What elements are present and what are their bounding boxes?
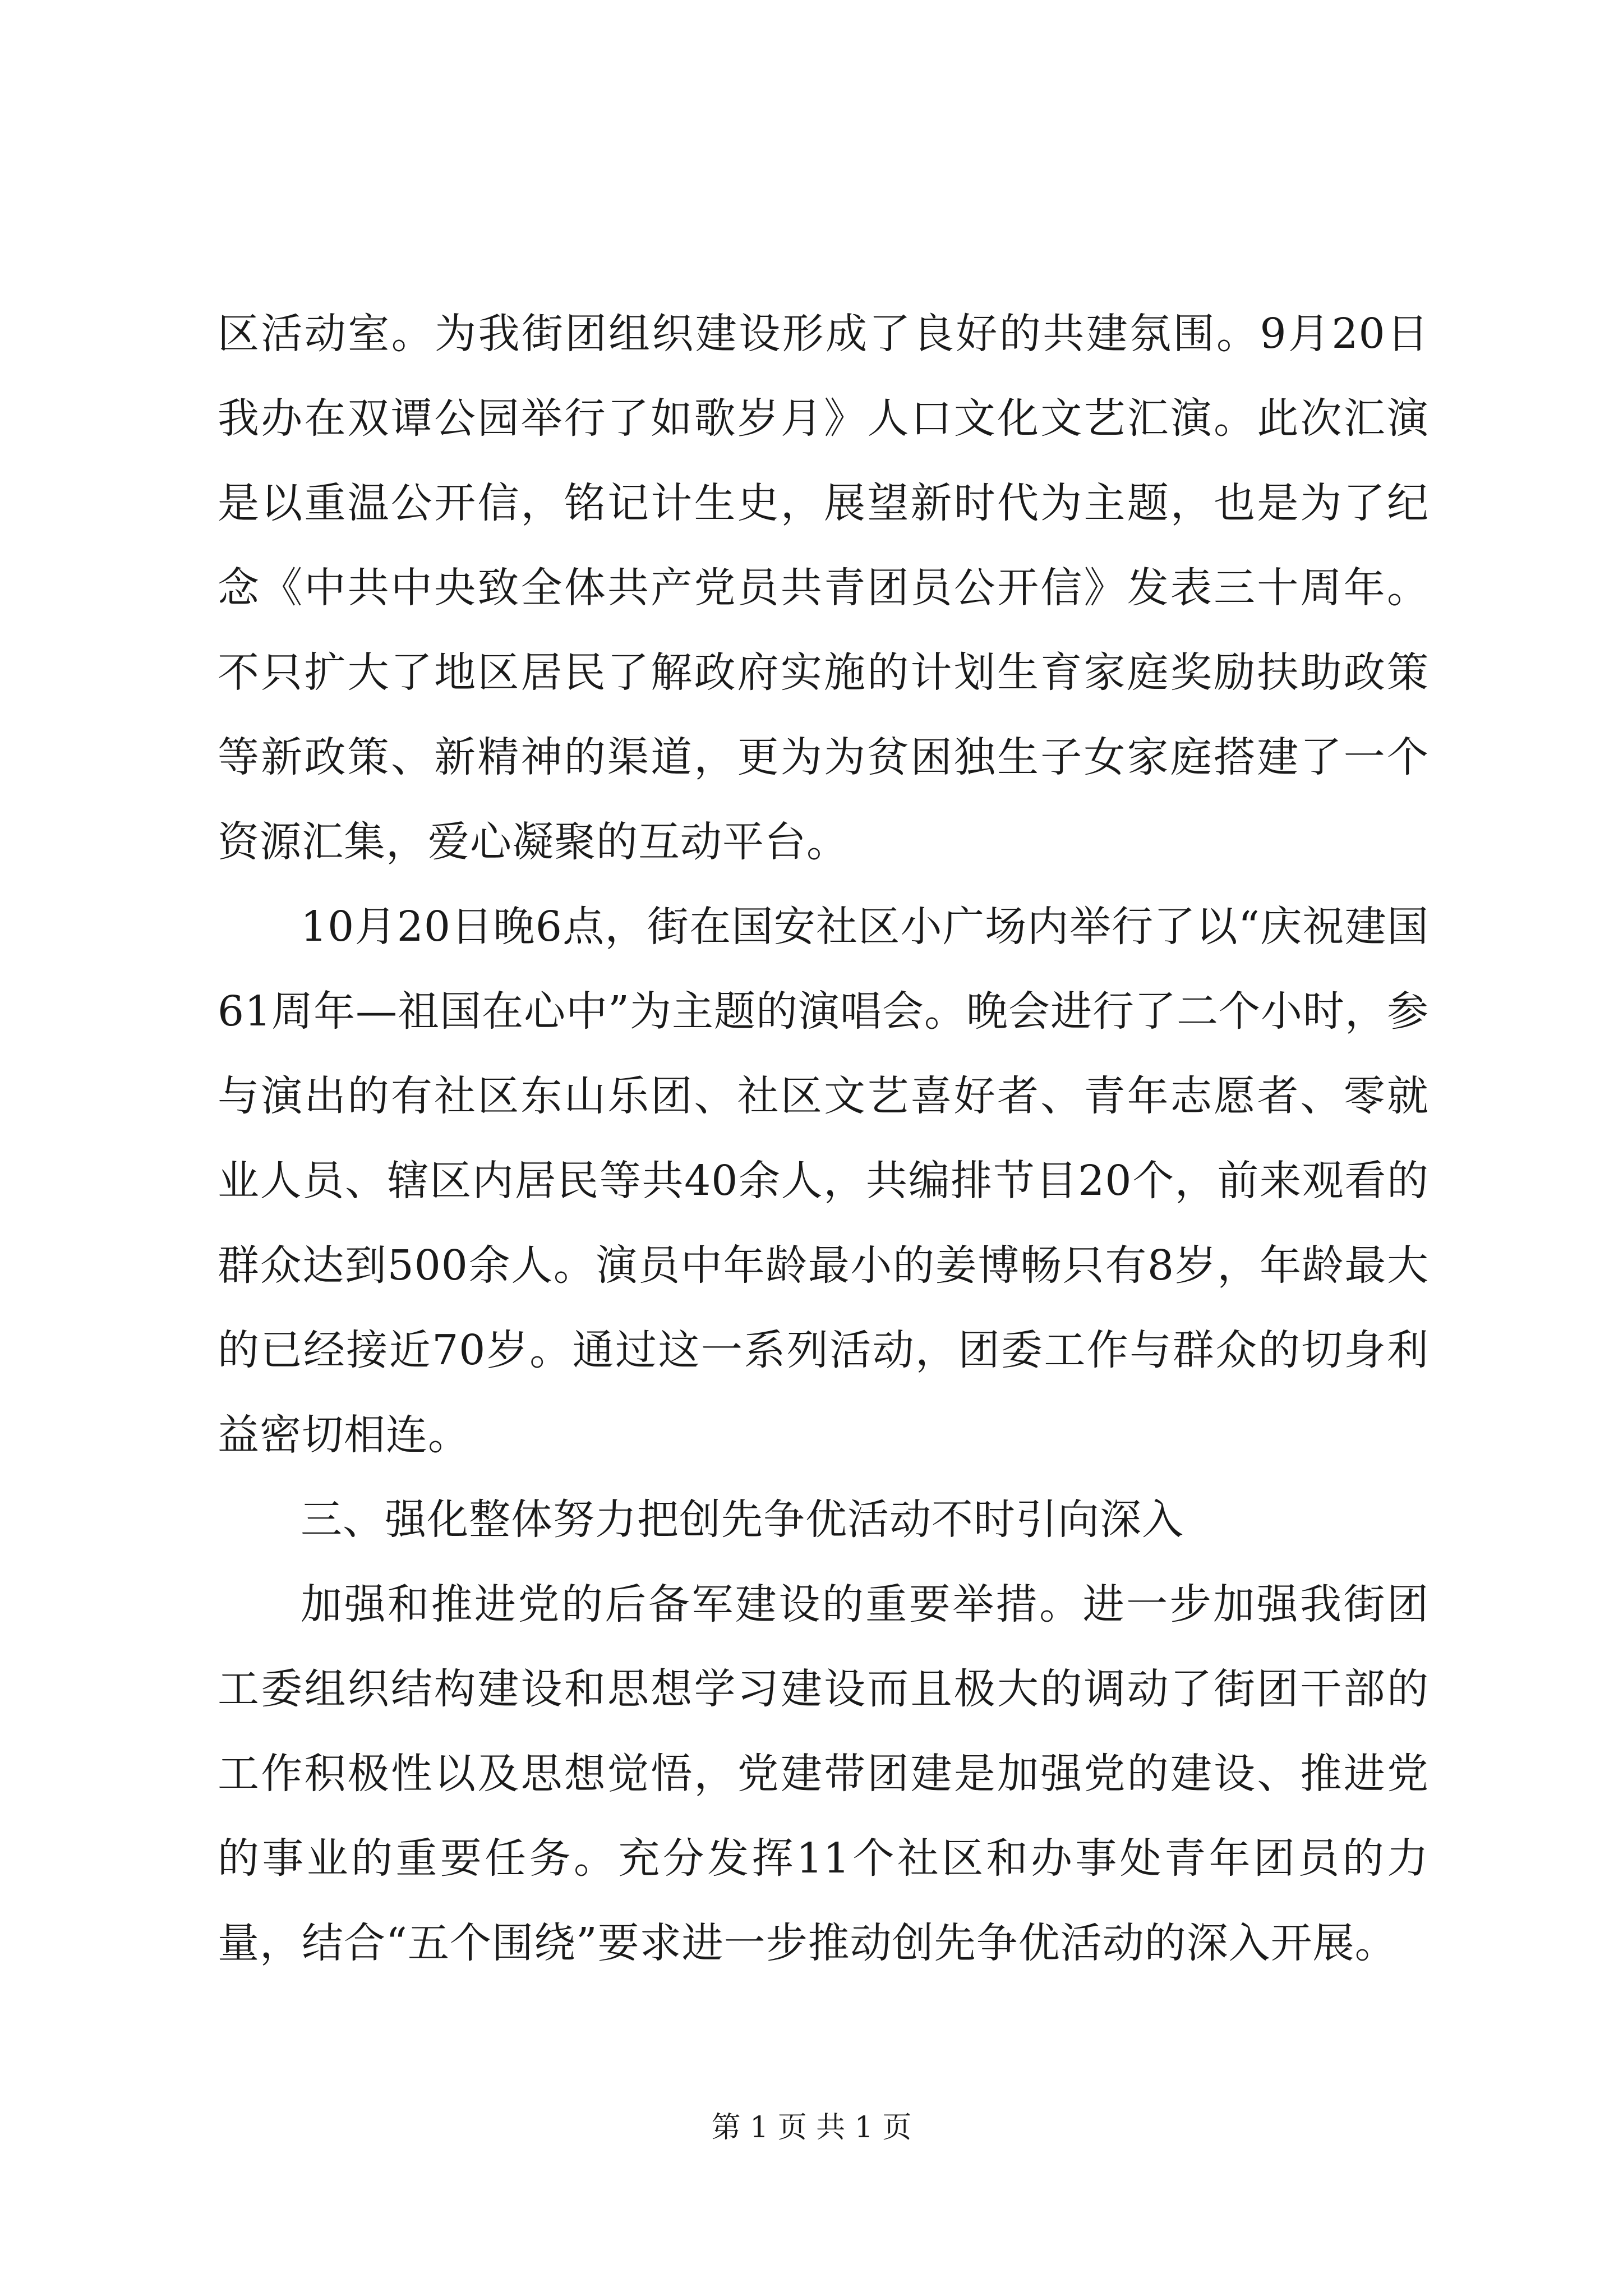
document-body bbox=[218, 292, 1429, 1986]
section-heading: 三、强化整体努力把创先争优活动不时引向深入 bbox=[301, 1496, 1184, 1544]
paragraph-2: 10月20日晚6点，街在国安社区小广场内举行了以“庆祝建国61周年—祖国在心中”为主题的演唱会。晚会进行了二个小时，参与演出的有社区东山乐团、社区文艺喜好者、青年志愿者、零就业人员、辖区内居民等共40余人，共编排节目20个，前来观看的群众达到500余人。演员中年龄最小的姜博畅只有8岁，年龄最大的已经接近70岁。通过这一系列活动，团委工作与群众的切身利益密切相连。 bbox=[218, 903, 1429, 1459]
paragraph-3: 加强和推进党的后备军建设的重要举措。进一步加强我街团工委组织结构建设和思想学习建设而且极大的调动了街团干部的工作积极性以及思想觉悟，党建带团建是加强党的建设、推进党的事业的重要任务。充分发挥11个社区和办事处青年团员的力量，结合“五个围绕”要求进一步推动创先争优活动的深入开展。 bbox=[218, 1580, 1429, 1967]
paragraph-1: 区活动室。为我街团组织建设形成了良好的共建氛围。9月20日我办在双谭公园举行了如歌岁月》人口文化文艺汇演。此次汇演是以重温公开信，铭记计生史，展望新时代为主题，也是为了纪念《中共中央致全体共产党员共青团员公开信》发表三十周年。不只扩大了地区居民了解政府实施的计划生育家庭奖励扶助政策等新政策、新精神的渠道，更为为贫困独生子女家庭搭建了一个资源汇集，爱心凝聚的互动平台。 bbox=[218, 310, 1429, 866]
page-footer: 第 1 页 共 1 页 bbox=[711, 2111, 912, 2145]
